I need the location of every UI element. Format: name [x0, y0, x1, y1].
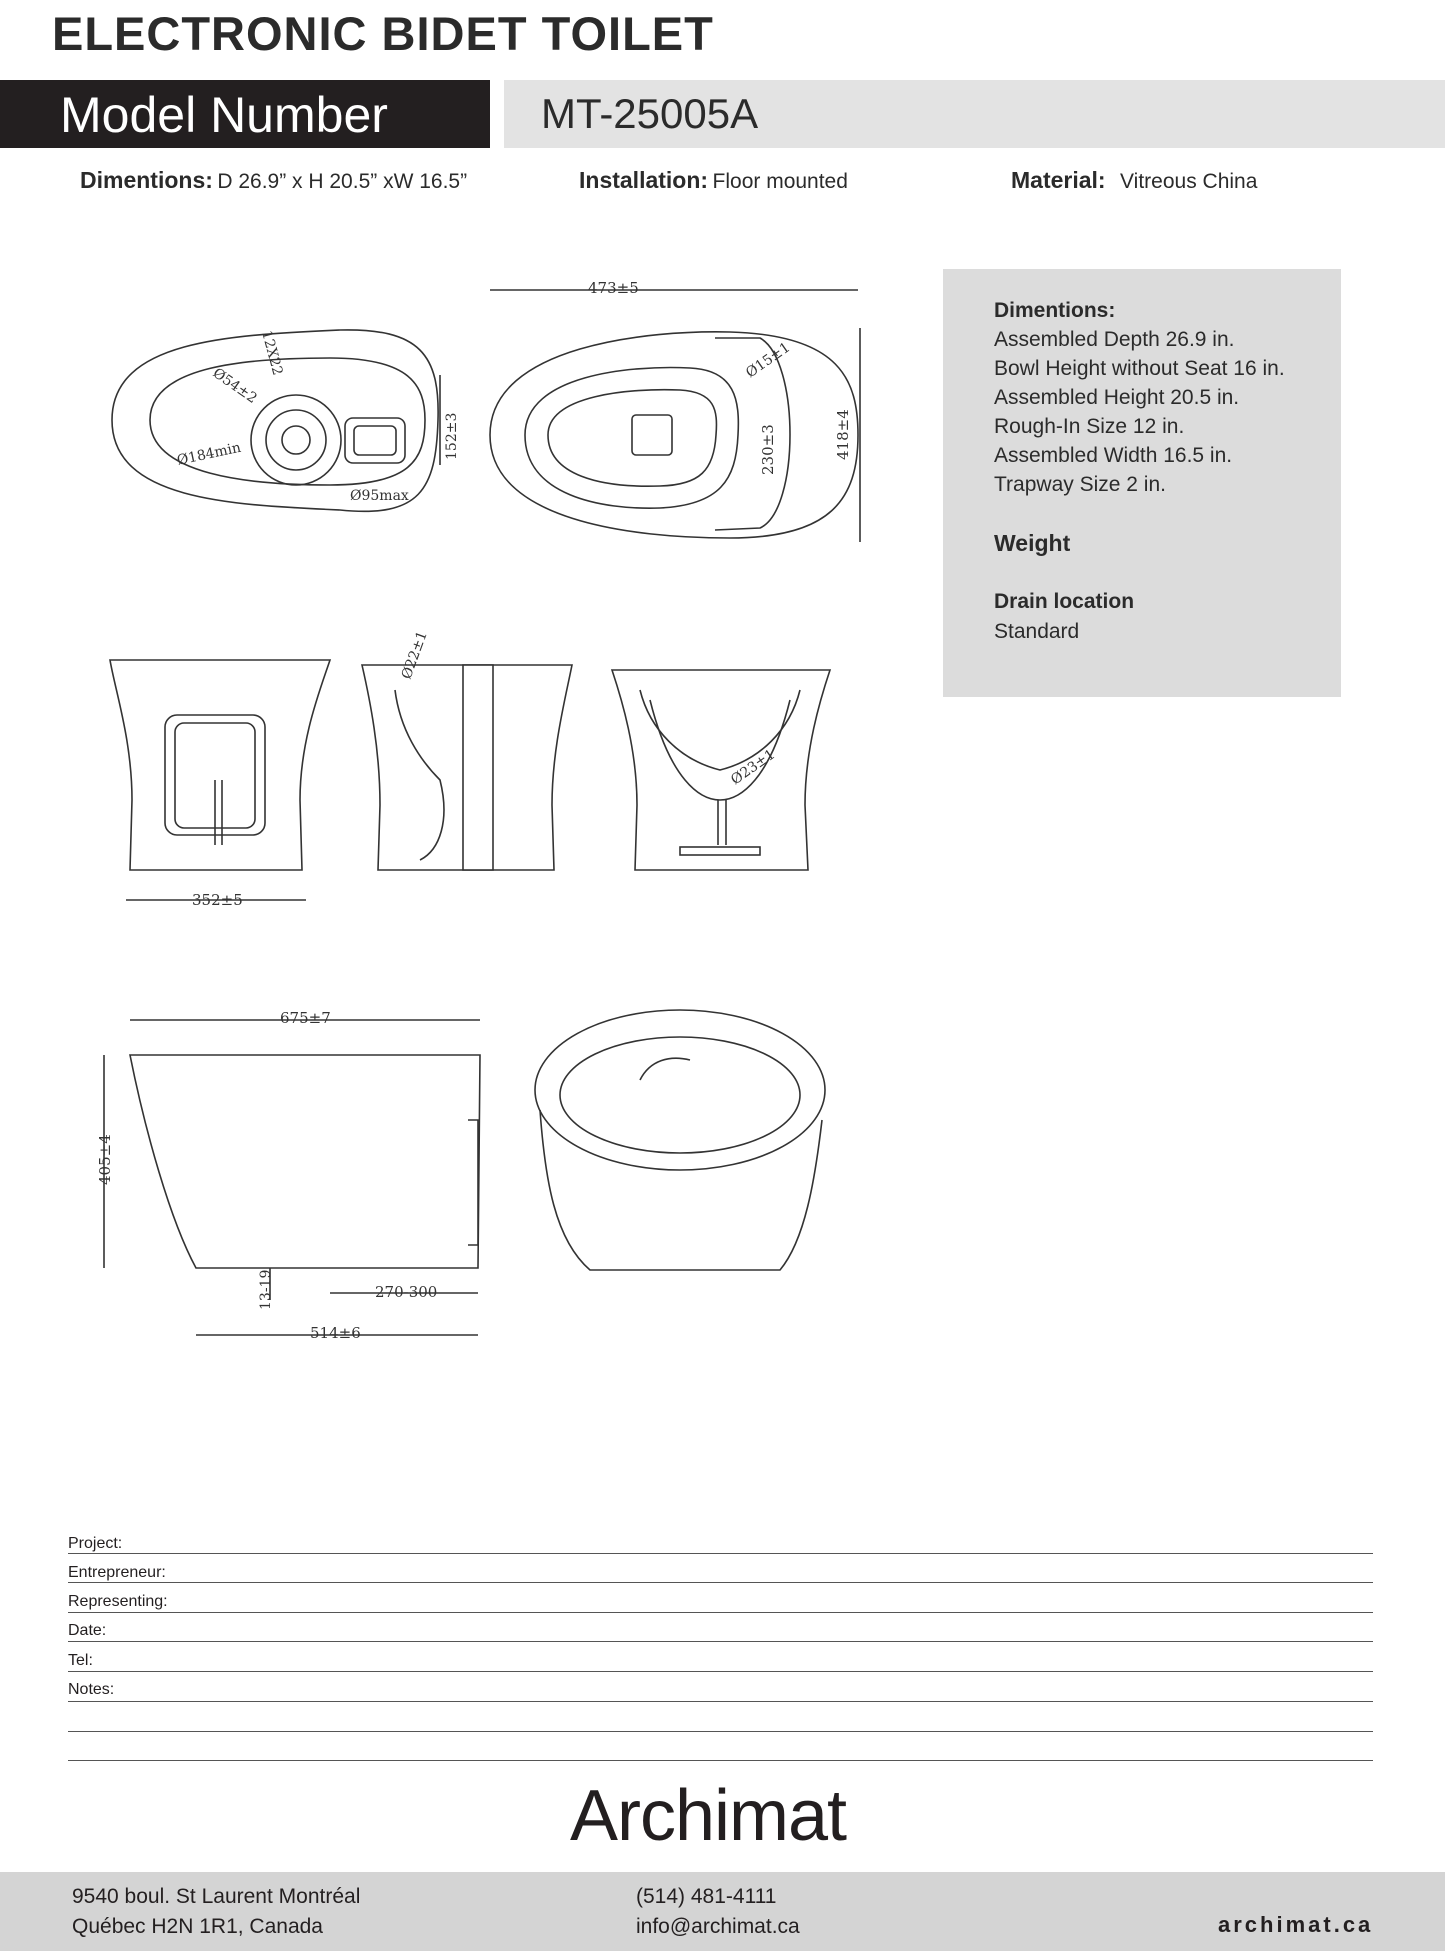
panel-line: Bowl Height without Seat 16 in. [994, 357, 1285, 380]
spec-installation-value: Floor mounted [712, 170, 848, 193]
dim-top-width: 473±5 [588, 279, 639, 297]
panel-line: Trapway Size 2 in. [994, 473, 1166, 496]
panel-line: Assembled Depth 26.9 in. [994, 328, 1235, 351]
model-label: Model Number [60, 87, 388, 143]
dim-seat: 230±3 [759, 424, 777, 475]
dim-base: 514±6 [310, 1324, 361, 1342]
footer-address-line1: 9540 boul. St Laurent Montréal [72, 1885, 361, 1908]
panel-drain-value: Standard [994, 620, 1080, 643]
spec-installation-label: Installation: [579, 167, 709, 193]
dim-side-height: 405±4 [96, 1134, 114, 1185]
spec-material-label: Material: [1011, 167, 1106, 193]
panel-weight-title: Weight [994, 530, 1071, 556]
footer-address-line2: Québec H2N 1R1, Canada [72, 1915, 323, 1938]
spec-material-value: Vitreous China [1120, 170, 1258, 193]
footer-phone: (514) 481-4111 [636, 1885, 777, 1908]
dim-side-length: 675±7 [280, 1009, 331, 1027]
form-label-entrepreneur: Entrepreneur: [68, 1564, 166, 1581]
spec-dimensions [80, 167, 467, 194]
dim-roughin: 270-300 [375, 1283, 438, 1301]
dim-foot: 13-19 [258, 1269, 274, 1310]
panel-drain-title: Drain location [994, 590, 1135, 613]
footer-website[interactable]: archimat.ca [1218, 1912, 1374, 1937]
footer-email[interactable]: info@archimat.ca [636, 1915, 800, 1938]
form-line-notes[interactable] [68, 1701, 1373, 1702]
form-line-tel[interactable] [68, 1671, 1373, 1672]
archimat-logo: Archimat [570, 1776, 847, 1856]
spec-dimensions-label: Dimentions: [80, 167, 213, 193]
form-line-representing[interactable] [68, 1612, 1373, 1613]
panel-line: Rough-In Size 12 in. [994, 415, 1185, 438]
dimensions-panel [943, 269, 1341, 697]
model-number: MT-25005A [541, 90, 759, 137]
spec-installation [579, 167, 848, 194]
form-label-notes: Notes: [68, 1681, 115, 1698]
form-line-notes-2[interactable] [68, 1731, 1373, 1732]
panel-dimensions-title: Dimentions: [994, 299, 1116, 322]
form-line-project[interactable] [68, 1553, 1373, 1554]
form-label-date: Date: [68, 1622, 107, 1639]
footer-bar [0, 1872, 1445, 1951]
panel-dimensions-list [994, 325, 1285, 499]
form-label-tel: Tel: [68, 1652, 93, 1669]
form-line-notes-3[interactable] [68, 1760, 1373, 1761]
dim-hole-b: Ø184min [175, 439, 243, 469]
panel-line: Assembled Height 20.5 in. [994, 386, 1240, 409]
spec-material [1011, 167, 1257, 194]
panel-line: Assembled Width 16.5 in. [994, 444, 1233, 467]
dim-hole-a: Ø54±2 [209, 365, 260, 407]
form-line-date[interactable] [68, 1641, 1373, 1642]
form-label-project: Project: [68, 1535, 123, 1552]
dim-rear-dia: Ø23±1 [728, 746, 779, 789]
dim-side-dia: Ø22±1 [398, 628, 431, 682]
form-label-representing: Representing: [68, 1593, 168, 1610]
footer-address [72, 1882, 360, 1942]
footer-contact [636, 1882, 800, 1942]
dim-top-height: 418±4 [834, 409, 852, 460]
dim-angle: Ø15±1 [743, 339, 794, 382]
dim-hole-c: Ø95max [350, 488, 409, 504]
dim-front-width: 352±5 [192, 891, 243, 909]
dim-offset: 152±3 [444, 412, 460, 460]
document-title: ELECTRONIC BIDET TOILET [52, 7, 714, 60]
form-line-entrepreneur[interactable] [68, 1582, 1373, 1583]
technical-drawing [0, 260, 940, 1360]
dim-slot: 12X22 [258, 328, 286, 378]
spec-dimensions-value: D 26.9” x H 20.5” xW 16.5” [217, 170, 468, 193]
